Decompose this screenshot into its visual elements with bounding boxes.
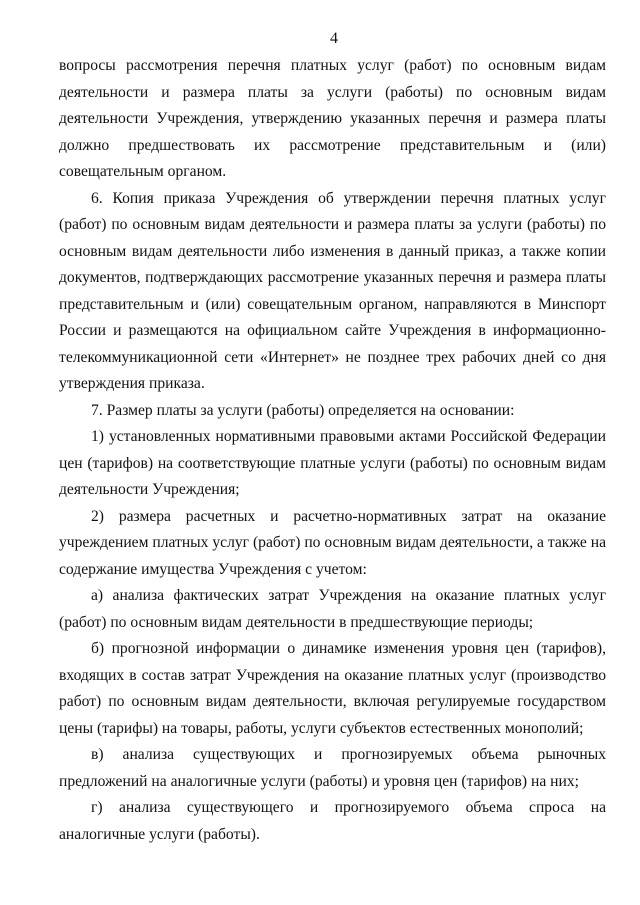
- paragraph-item-7-2-v: в) анализа существующих и прогнозируемых объема рыночных предложений на аналогичные услуги (работы) и уровня цен (тарифов) на них;: [59, 746, 606, 790]
- page-number: 4: [330, 30, 338, 47]
- paragraph-item-6: 6. Копия приказа Учреждения об утверждении перечня платных услуг (работ) по основным видам деятельности и размера платы за услуги (работы) по основным видам деятельности либо изменения в данный приказ, а также копии документов, подтверждающих рассмотрение указанных перечня и размера платы представительным и (или) совещательным органом, направляются в Минспорт России и размещаются на официальном сайте Учреждения в информационно-телекоммуникационной сети «Интернет» не позднее трех рабочих дней со дня утверждения приказа.: [59, 189, 606, 392]
- paragraph-item-7: 7. Размер платы за услуги (работы) определяется на основании:: [91, 401, 515, 419]
- paragraph-item-7-2: 2) размера расчетных и расчетно-нормативных затрат на оказание учреждением платных услуг (работ) по основным видам деятельности, а также на содержание имущества Учреждения с учетом:: [59, 507, 606, 578]
- paragraph-item-7-1: 1) установленных нормативными правовыми актами Российской Федерации цен (тарифов) на соответствующие платные услуги (работы) по основным видам деятельности Учреждения;: [59, 428, 606, 498]
- paragraph-item-7-2-a: а) анализа фактических затрат Учреждения на оказание платных услуг (работ) по основным видам деятельности в предшествующие периоды;: [59, 587, 606, 631]
- paragraph-item-7-2-b: б) прогнозной информации о динамике изменения уровня цен (тарифов), входящих в состав затрат Учреждения на оказание платных услуг (производство работ) по основным видам деятельности, включая регулируемые государством цены (тарифы) на товары, работы, услуги субъектов естественных монополий;: [59, 640, 606, 737]
- document-body: [59, 53, 606, 848]
- paragraph-continuation: вопросы рассмотрения перечня платных услуг (работ) по основным видам деятельности и размера платы за услуги (работы) по основным видам деятельности Учреждения, утверждению указанных перечня и размера платы должно предшествовать их рассмотрение представительным и (или) совещательным органом.: [59, 57, 606, 180]
- paragraph-item-7-2-g: г) анализа существующего и прогнозируемого объема спроса на аналогичные услуги (работы).: [59, 799, 606, 843]
